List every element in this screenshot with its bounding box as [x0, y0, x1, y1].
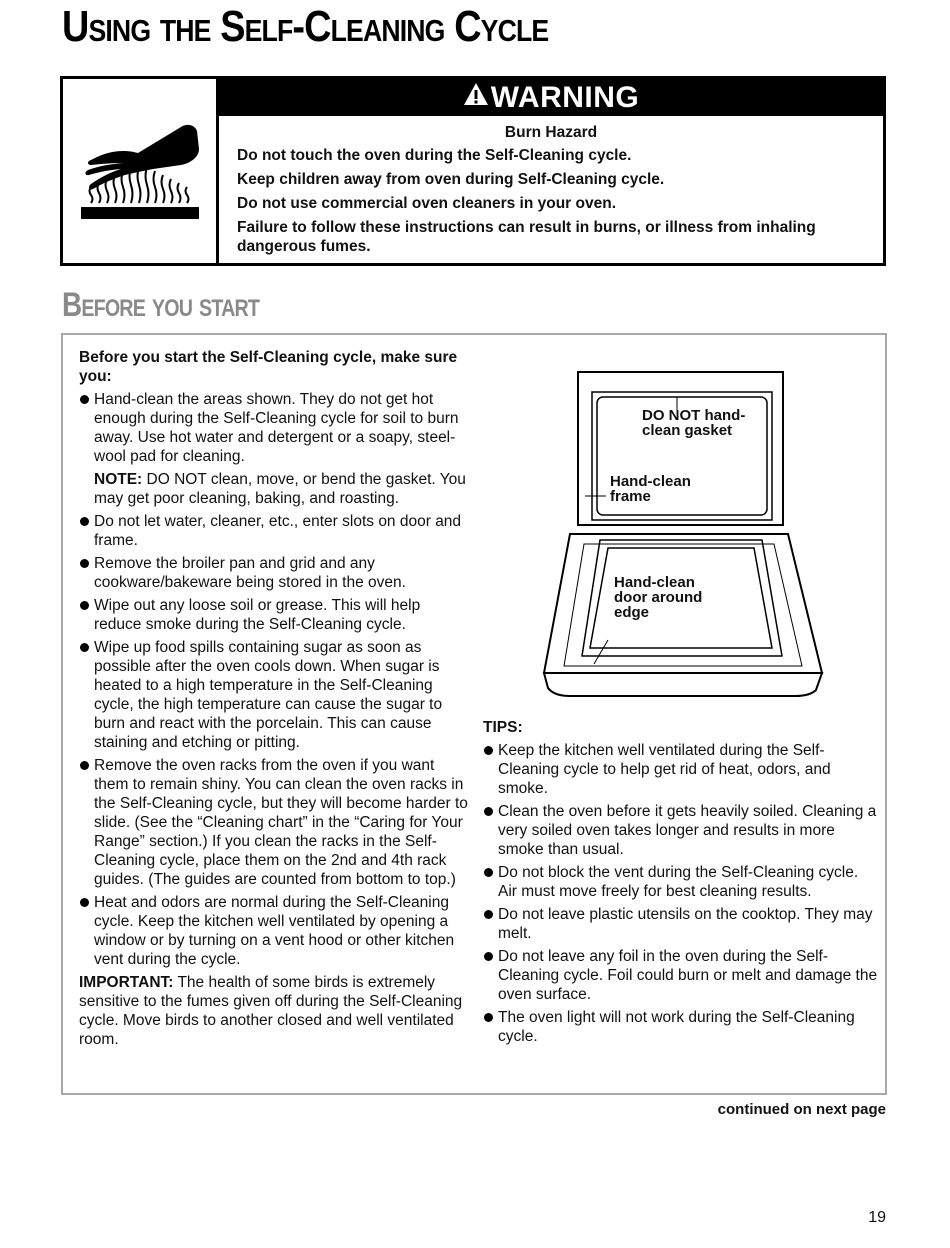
list-item: Remove the oven racks from the oven if you want them to remain shiny. You can clean the oven racks in the Self-Cleaning cycle, but they will become harder to slide. (See the “Cleaning chart” in the “Caring for Your Range” section.) If you clean the racks in the Self-Cleaning cycle, place them on the 2nd and 4th rack guides. (The guides are counted from bottom to top.) — [79, 756, 471, 889]
hand-over-hot-surface-icon — [63, 79, 213, 259]
bullet-icon — [80, 898, 89, 907]
left-column — [79, 348, 471, 1049]
warning-triangle-icon — [463, 78, 489, 115]
warning-line: Failure to follow these instructions can result in burns, or illness from inhaling dangerous fumes. — [237, 219, 816, 255]
warning-icon-cell — [63, 79, 219, 263]
warning-body — [237, 123, 865, 261]
label-frame: Hand-clean frame — [610, 473, 691, 505]
warning-line: Do not touch the oven during the Self-Cleaning cycle. — [237, 147, 632, 164]
list-item: Remove the broiler pan and grid and any cookware/bakeware being stored in the oven. — [79, 554, 471, 592]
bullet-icon — [484, 1013, 493, 1022]
bullet-icon — [80, 601, 89, 610]
list-item: Keep the kitchen well ventilated during the Self-Cleaning cycle to help get rid of heat, odors, and smoke. — [483, 741, 879, 798]
lead-text: Before you start the Self-Cleaning cycle, make sure you: — [79, 349, 458, 385]
hazard-title: Burn Hazard — [504, 124, 598, 141]
list-item: Do not let water, cleaner, etc., enter slots on door and frame. — [79, 512, 471, 550]
list-item: Wipe up food spills containing sugar as soon as possible after the oven cools down. When sugar is heated to a high temperature in the Self-Cleaning cycle, the high temperature can cause the sugar to burn and react with the porcelain. This can cause staining and etching or pitting. — [79, 638, 471, 752]
list-item: Do not leave any foil in the oven during the Self-Cleaning cycle. Foil could burn or melt and damage the oven surface. — [483, 947, 879, 1004]
bullet-icon — [80, 761, 89, 770]
continued-note: continued on next page — [717, 1101, 886, 1118]
bullet-icon — [484, 952, 493, 961]
label-gasket: DO NOT hand-clean gasket — [642, 407, 746, 439]
important-note: IMPORTANT: The health of some birds is extremely sensitive to the fumes given off during the Self-Cleaning cycle. Move birds to another closed and well ventilated room. — [79, 974, 463, 1048]
warning-line: Do not use commercial oven cleaners in your oven. — [237, 195, 617, 212]
list-item: Do not block the vent during the Self-Cleaning cycle. Air must move freely for best cleaning results. — [483, 863, 879, 901]
warning-header — [219, 79, 883, 116]
tips-heading: TIPS: — [483, 719, 523, 736]
page-number: 19 — [868, 1209, 886, 1226]
warning-box — [60, 76, 886, 266]
list-item: Wipe out any loose soil or grease. This will help reduce smoke during the Self-Cleaning cycle. — [79, 596, 471, 634]
bullet-icon — [80, 395, 89, 404]
bullet-icon — [484, 868, 493, 877]
bullet-icon — [80, 643, 89, 652]
list-item: The oven light will not work during the Self-Cleaning cycle. — [483, 1008, 879, 1046]
section-title: Before you start — [62, 286, 260, 324]
bullet-icon — [484, 910, 493, 919]
warning-label: WARNING — [490, 81, 640, 114]
list-item: Do not leave plastic utensils on the cooktop. They may melt. — [483, 905, 879, 943]
bullet-icon — [80, 559, 89, 568]
label-door: Hand-clean door around edge — [614, 574, 703, 621]
warning-line: Keep children away from oven during Self-Cleaning cycle. — [237, 171, 665, 188]
list-item: Clean the oven before it gets heavily soiled. Cleaning a very soiled oven takes longer and results in more smoke than usual. — [483, 802, 879, 859]
note: NOTE: DO NOT clean, move, or bend the gasket. You may get poor cleaning, baking, and roasting. — [94, 471, 466, 507]
list-item: Hand-clean the areas shown. They do not get hot enough during the Self-Cleaning cycle for soil to burn away. Use hot water and detergent or a soapy, steel-wool pad for cleaning. — [79, 390, 471, 466]
tips-column — [483, 718, 879, 1050]
bullet-icon — [484, 746, 493, 755]
oven-diagram — [540, 368, 830, 713]
list-item: Heat and odors are normal during the Self-Cleaning cycle. Keep the kitchen well ventilated by opening a window or by turning on a vent hood or other kitchen vent during the cycle. — [79, 893, 471, 969]
bullet-icon — [80, 517, 89, 526]
bullet-icon — [484, 807, 493, 816]
page-title: Using the Self-Cleaning Cycle — [62, 2, 549, 51]
